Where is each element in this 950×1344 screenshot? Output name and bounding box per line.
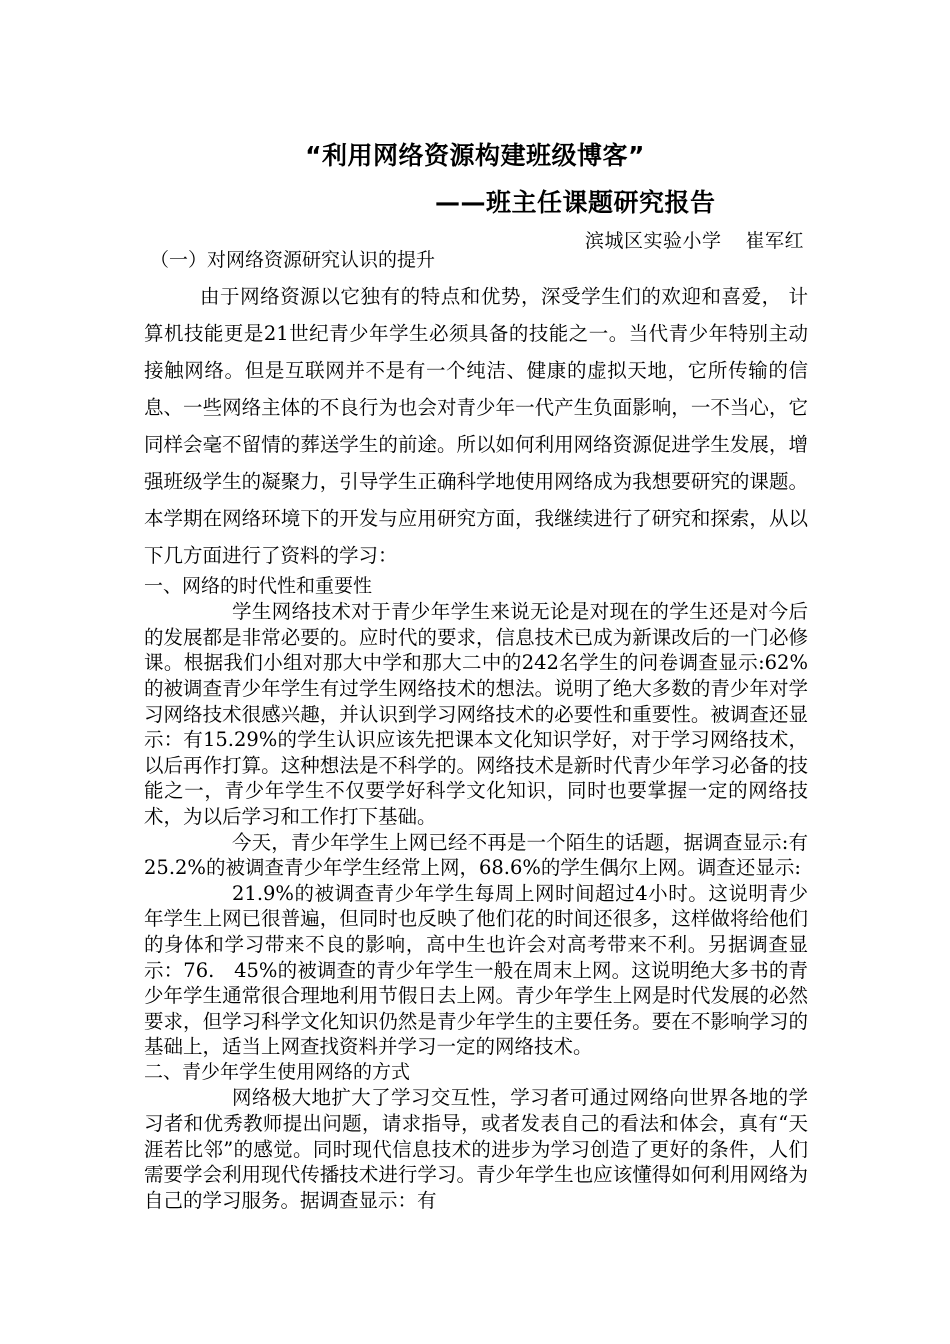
document-subtitle: ——班主任课题研究报告 <box>435 188 716 217</box>
author-school: 滨城区实验小学 <box>584 230 722 252</box>
author-name: 崔军红 <box>745 230 804 252</box>
paragraph-1-3: 21.9%的被调查青少年学生每周上网时间超过4小时。这说明青少年学生上网已很普遍，但同时也反映了他们花的时间还很多，这样做将给他们的身体和学习带来不良的影响，高中生也许会对高考带来不利。另据调查显示：76. 45%的被调查的青少年学生一般在周末上网。这说明绝大多书的青少年学生通常很合理地利用节假日去上网。青少年学生上网是时代发展的必然要求，但学习科学文化知识仍然是青少年学生的主要任务。要在不影响学习的基础上，适当上网查找资料并学习一定的网络技术。 <box>144 881 808 1059</box>
section-heading-2: 二、青少年学生使用网络的方式 <box>144 1060 411 1083</box>
section-heading-0: （一）对网络资源研究认识的提升 <box>150 249 436 271</box>
paragraph-intro: 由于网络资源以它独有的特点和优势，深受学生们的欢迎和喜爱， 计算机技能更是21世纪青少年学生必须具备的技能之一。当代青少年特别主动接触网络。但是互联网并不是有一个纯洁、健康的虚拟天地，它所传输的信息、一些网络主体的不良行为也会对青少年一代产生负面影响，一不当心，它同样会毫不留情的葬送学生的前途。所以如何利用网络资源促进学生发展，增强班级学生的凝聚力，引导学生正确科学地使用网络成为我想要研究的课题。本学期在网络环境下的开发与应用研究方面，我继续进行了研究和探索，从以下几方面进行了资料的学习： <box>144 284 808 567</box>
paragraph-1-1: 学生网络技术对于青少年学生来说无论是对现在的学生还是对今后的发展都是非常必要的。应时代的要求，信息技术已成为新课改后的一门必修课。根据我们小组对那大中学和那大二中的242名学生的问卷调查显示:62%的被调查青少年学生有过学生网络技术的想法。说明了绝大多数的青少年对学习网络技术很感兴趣，并认识到学习网络技术的必要性和重要性。被调查还显示：有15.29%的学生认识应该先把课本文化知识学好，对于学习网络技术，以后再作打算。这种想法是不科学的。网络技术是新时代青少年学习必备的技能之一，青少年学生不仅要学好科学文化知识，同时也要掌握一定的网络技术，为以后学习和工作打下基础。 <box>144 600 808 828</box>
section-heading-1: 一、网络的时代性和重要性 <box>144 574 373 597</box>
document-body <box>144 248 808 1213</box>
document-title: “利用网络资源构建班级博客” <box>305 141 645 170</box>
paragraph-2-1: 网络极大地扩大了学习交互性，学习者可通过网络向世界各地的学习者和优秀教师提出问题，请求指导，或者发表自己的看法和体会，真有“天涯若比邻”的感觉。同时现代信息技术的进步为学习创造了更好的条件，人们需要学会利用现代传播技术进行学习。青少年学生也应该懂得如何利用网络为自己的学习服务。据调查显示：有 <box>144 1086 808 1212</box>
paragraph-1-2: 今天，青少年学生上网已经不再是一个陌生的话题，据调查显示:有25.2%的被调查青少年学生经常上网，68.6%的学生偶尔上网。调查还显示: <box>144 830 808 880</box>
